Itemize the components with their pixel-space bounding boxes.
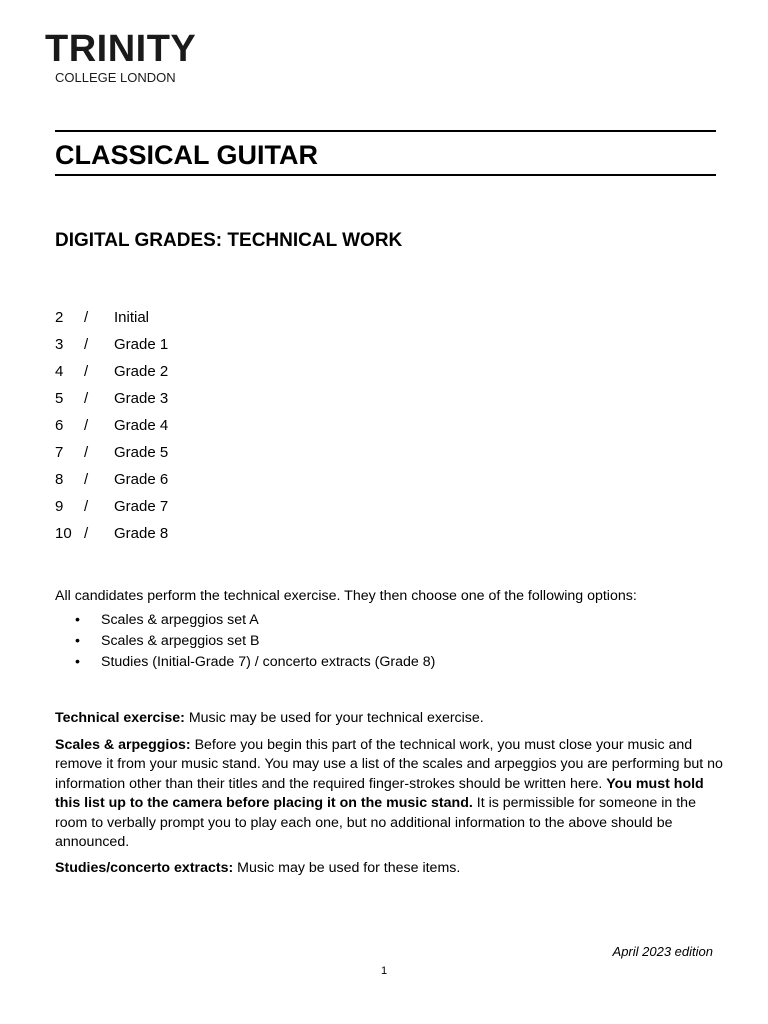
scales-emphasis: You must hold this list up to the camera before placing it on the music stand. — [55, 775, 704, 812]
page-number: 1 — [380, 965, 388, 977]
contents-label: Grade 3 — [114, 390, 169, 407]
contents-page-number: 2 — [55, 309, 64, 326]
contents-separator: / — [84, 390, 89, 407]
options-list — [75, 610, 435, 673]
contents-page-number: 6 — [55, 417, 64, 434]
contents-label: Grade 6 — [114, 471, 169, 488]
contents-separator: / — [84, 498, 89, 515]
studies-label: Studies/concerto extracts: — [55, 860, 234, 876]
contents-item[interactable] — [55, 493, 168, 520]
contents-page-number: 10 — [55, 525, 72, 542]
contents-page-number: 7 — [55, 444, 64, 461]
bullet-icon: • — [75, 612, 80, 628]
contents-page-number: 5 — [55, 390, 64, 407]
studies-paragraph — [55, 859, 725, 878]
contents-item[interactable] — [55, 412, 168, 439]
contents-item[interactable] — [55, 358, 168, 385]
page-title: CLASSICAL GUITAR — [55, 140, 318, 170]
contents-label: Grade 8 — [114, 525, 169, 542]
contents-label: Initial — [114, 309, 150, 326]
title-rule-top — [55, 130, 716, 132]
contents-item[interactable] — [55, 385, 168, 412]
scales-text-1: Before you begin this part of the technical work, you must close your music and remove it from your music stand. You may use a list of the scales and arpeggios you are performing but no information other than their titles and the required finger-strokes should be written here. — [55, 737, 723, 792]
contents-label: Grade 5 — [114, 444, 169, 461]
contents-separator: / — [84, 363, 89, 380]
contents-item[interactable] — [55, 439, 168, 466]
section-subtitle: DIGITAL GRADES: TECHNICAL WORK — [55, 230, 403, 251]
contents-item[interactable] — [55, 520, 168, 547]
contents-separator: / — [84, 336, 89, 353]
trinity-logo — [45, 30, 196, 85]
scales-text-2: It is permissible for someone in the room to verbally prompt you to play each one, but no additional information to the above should be announced. — [55, 795, 696, 851]
contents-separator: / — [84, 525, 89, 542]
option-text: Scales & arpeggios set A — [101, 612, 259, 628]
option-item — [75, 610, 435, 631]
logo-wordmark: TRINITY — [45, 28, 197, 70]
bullet-icon: • — [75, 654, 80, 670]
option-text: Scales & arpeggios set B — [101, 633, 260, 649]
contents-label: Grade 7 — [114, 498, 169, 515]
logo-subtitle: COLLEGE LONDON — [55, 70, 176, 85]
option-item — [75, 652, 435, 673]
contents-page-number: 4 — [55, 363, 64, 380]
contents-page-number: 3 — [55, 336, 64, 353]
option-text: Studies (Initial-Grade 7) / concerto extracts (Grade 8) — [101, 654, 436, 670]
scales-label: Scales & arpeggios: — [55, 737, 191, 753]
studies-text: Music may be used for these items. — [233, 860, 461, 876]
technical-exercise-label: Technical exercise: — [55, 710, 185, 726]
contents-separator: / — [84, 309, 89, 326]
technical-exercise-paragraph — [55, 709, 725, 728]
bullet-icon: • — [75, 633, 80, 649]
contents-label: Grade 4 — [114, 417, 169, 434]
contents-item[interactable] — [55, 331, 168, 358]
scales-paragraph — [55, 736, 725, 852]
contents-list — [55, 304, 168, 547]
contents-separator: / — [84, 417, 89, 434]
technical-exercise-text: Music may be used for your technical exercise. — [184, 710, 484, 726]
contents-label: Grade 2 — [114, 363, 169, 380]
contents-item[interactable] — [55, 466, 168, 493]
contents-separator: / — [84, 444, 89, 461]
contents-page-number: 9 — [55, 498, 64, 515]
contents-page-number: 8 — [55, 471, 64, 488]
option-item — [75, 631, 435, 652]
edition-note: April 2023 edition — [612, 944, 713, 959]
contents-label: Grade 1 — [114, 336, 169, 353]
contents-item[interactable] — [55, 304, 168, 331]
contents-separator: / — [84, 471, 89, 488]
intro-paragraph: All candidates perform the technical exercise. They then choose one of the following options: — [55, 588, 637, 604]
title-rule-bottom — [55, 174, 716, 176]
